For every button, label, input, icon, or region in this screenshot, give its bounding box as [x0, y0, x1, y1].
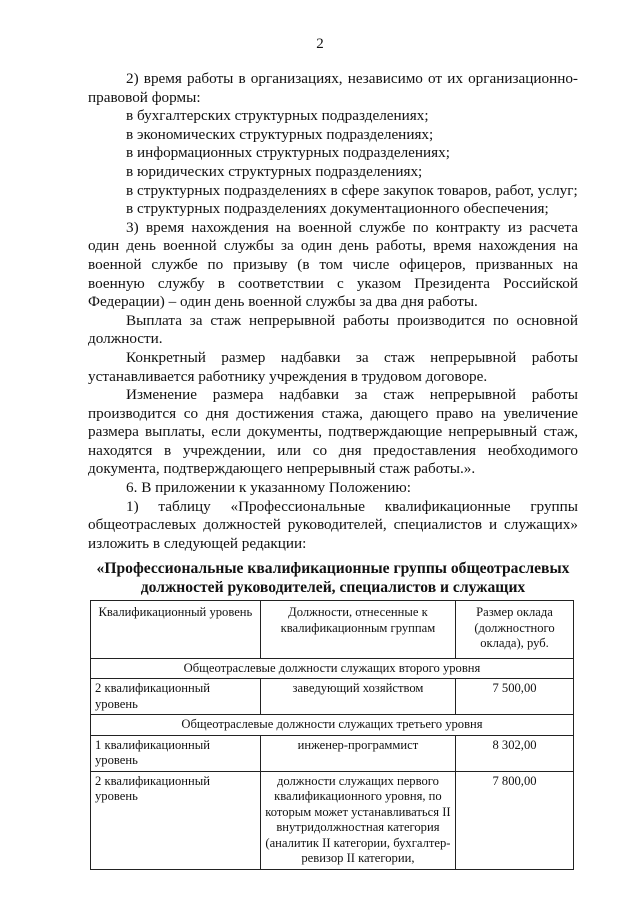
document-body [88, 70, 578, 597]
page-number: 2 [316, 36, 324, 52]
paragraph-section-6: 6. В приложении к указанному Положению: [126, 479, 411, 497]
table-header-row [91, 601, 574, 659]
table-row [91, 735, 574, 771]
cell-level: 2 квалификационный уровень [91, 771, 261, 869]
table-row [91, 679, 574, 715]
group-row [91, 715, 574, 736]
paragraph-change: Изменение размера надбавки за стаж непрерывной работы производится со дня достижения стажа, дающего право на увеличение размера выплаты, если документы, подтверждающие непрерывный стаж, находятся в учреждении, или со дня предоставления необходимого документа, подтверждающего непрерывный стаж работы.». [88, 386, 578, 478]
group-second-level: Общеотраслевые должности служащих второго уровня [91, 658, 574, 679]
cell-level: 2 квалификационный уровень [91, 679, 261, 715]
list-item: в экономических структурных подразделениях; [126, 125, 434, 143]
group-third-level: Общеотраслевые должности служащих третьего уровня [91, 715, 574, 736]
cell-position: заведующий хозяйством [260, 679, 455, 715]
header-level: Квалификационный уровень [91, 601, 261, 659]
cell-position: инженер-программист [260, 735, 455, 771]
table-row [91, 771, 574, 869]
cell-position: должности служащих первого квалификационного уровня, по которым может устанавливаться II внутридолжностная категория (аналитик II категории, бухгалтер-ревизор II категории, [260, 771, 455, 869]
cell-salary: 8 302,00 [456, 735, 574, 771]
paragraph-item-2: 2) время работы в организациях, независимо от их организационно-правовой формы: [88, 70, 578, 106]
cell-salary: 7 800,00 [456, 771, 574, 869]
list-item: в информационных структурных подразделениях; [126, 144, 450, 162]
header-salary: Размер оклада (должностного оклада), руб. [456, 601, 574, 659]
table-title: «Профессиональные квалификационные группы общеотраслевых должностей руководителей, специалистов и служащих [96, 560, 570, 597]
cell-level: 1 квалификационный уровень [91, 735, 261, 771]
paragraph-subitem-1: 1) таблицу «Профессиональные квалификационные группы общеотраслевых должностей руководителей, специалистов и служащих» изложить в следующей редакции: [88, 497, 578, 552]
list-item: в структурных подразделениях документационного обеспечения; [126, 200, 549, 218]
cell-salary: 7 500,00 [456, 679, 574, 715]
list-item: в структурных подразделениях в сфере закупок товаров, работ, услуг; [126, 181, 578, 199]
paragraph-item-3: 3) время нахождения на военной службе по контракту из расчета один день военной службы за один день работы, время нахождения на военной службе по призыву (в том числе офицеров, призванных на военную службу в соответствии с указом Президента Российской Федерации) – один день военной службы за два дня работы. [88, 218, 578, 311]
group-row [91, 658, 574, 679]
paragraph-payment: Выплата за стаж непрерывной работы производится по основной должности. [88, 311, 578, 348]
qualification-table [90, 600, 574, 870]
paragraph-amount: Конкретный размер надбавки за стаж непрерывной работы устанавливается работнику учреждения в трудовом договоре. [88, 348, 578, 385]
header-positions: Должности, отнесенные к квалификационным группам [260, 601, 455, 659]
list-item: в юридических структурных подразделениях; [126, 162, 423, 180]
list-item: в бухгалтерских структурных подразделениях; [126, 107, 429, 125]
